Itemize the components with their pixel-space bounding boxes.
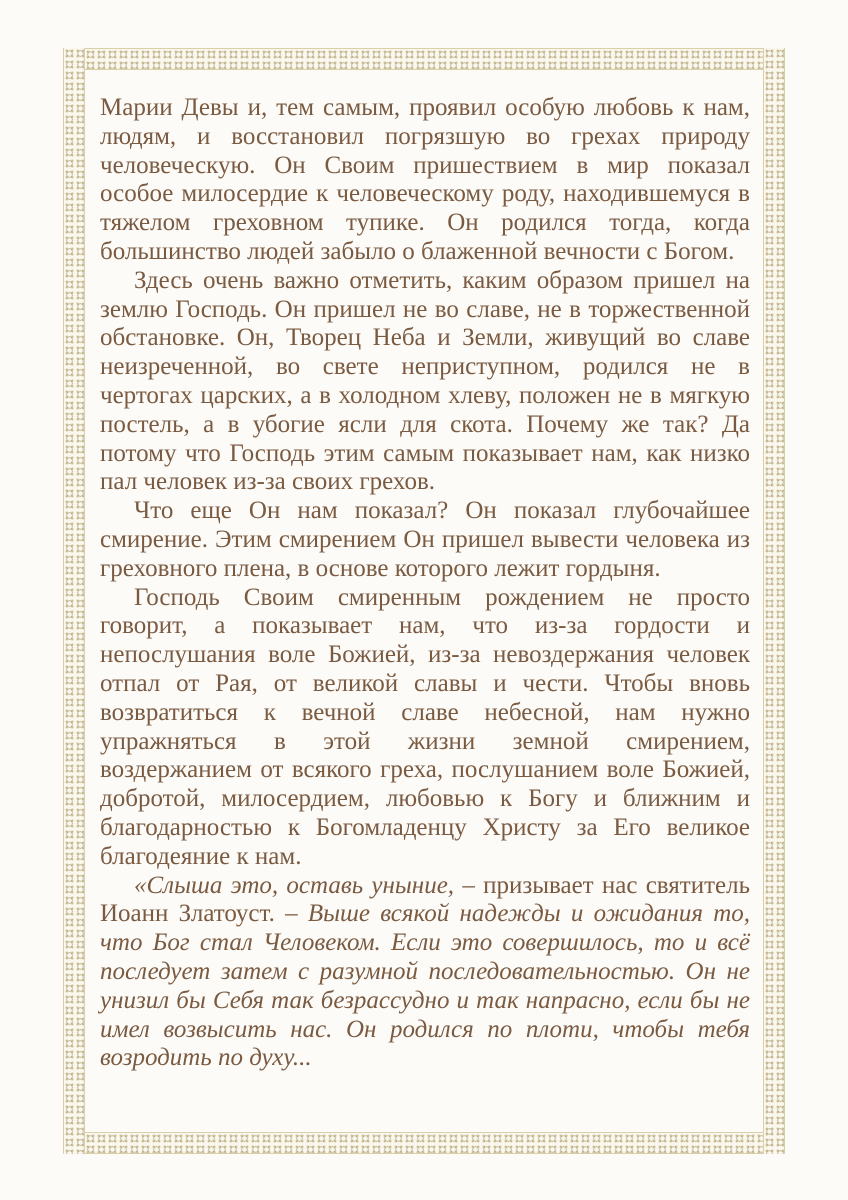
ornament-border-left [63,48,85,1154]
text-segment: Что еще Он нам показал? Он показал глубочайшее смирение. Этим смирением Он пришел вывести человека из греховного плена, в основе которого лежит гордыня. [100,497,750,582]
text-segment: – призывает нас святитель Иоанн Златоуст. – [100,871,750,928]
text-segment: Господь Своим смиренным рождением не просто говорит, а показывает нам, что из-за гордости и непослушания воле Божией, из-за невоздержания человек отпал от Рая, от великой славы и чести. Чтобы вновь возвратиться к вечной славе небесной, нам нужно упражняться в этой жизни земной смирением, воздержанием от всякого греха, послушанием воле Божией, добротой, милосердием, любовью к Богу и ближним и благодарностью к Богомладенцу Христу за Его великое благодеяние к нам. [100,583,750,870]
ornament-border-top [63,48,785,70]
paragraph [100,584,750,872]
text-content [100,94,750,1073]
ornament-border-right [763,48,785,1154]
paragraph [100,94,750,267]
text-segment: «Слыша это, оставь уныние, [134,871,463,899]
ornament-border-bottom [63,1132,785,1154]
text-segment: Выше всякой надежды и ожидания то, что Бог стал Человеком. Если это совершилось, то и всё последует затем с разумной последовательностью. Он не унизил бы Себя так безрассудно и так напрасно, если бы не имел возвысить нас. Он родился по плоти, чтобы тебя возродить по духу... [100,900,750,1072]
paragraph [100,872,750,1074]
text-segment: Марии Девы и, тем самым, проявил особую любовь к нам, людям, и восстановил погрязшую во грехах природу человеческую. Он Своим пришествием в мир показал особое милосердие к человеческому роду, находившемуся в тяжелом греховном тупике. Он родился тогда, когда большинство людей забыло о блаженной вечности с Богом. [100,94,750,265]
paragraph [100,497,750,583]
text-segment: Здесь очень важно отметить, каким образом пришел на землю Господь. Он пришел не во славе, не в торжественной обстановке. Он, Творец Неба и Земли, живущий во славе неизреченной, во свете неприступном, родился не в чертогах царских, а в холодном хлеву, положен не в мягкую постель, а в убогие ясли для скота. Почему же так? Да потому что Господь этим самым показывает нам, как низко пал человек из-за своих грехов. [100,266,750,496]
paragraph [100,267,750,497]
